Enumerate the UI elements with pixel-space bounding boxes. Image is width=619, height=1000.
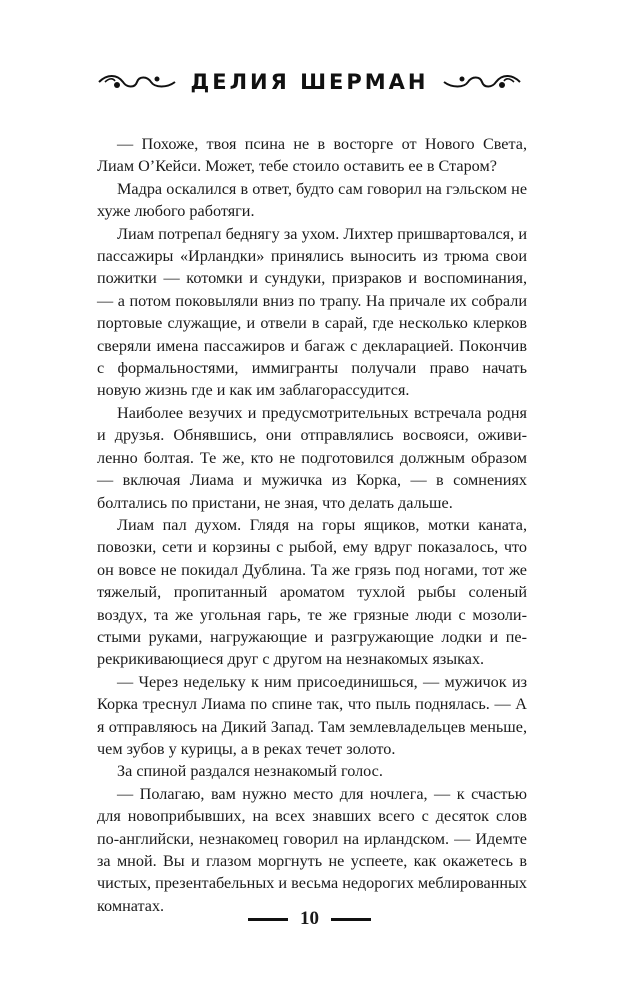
author-name: ДЕЛИЯ ШЕРМАН	[190, 70, 429, 94]
page-number: 10	[300, 908, 319, 929]
running-header	[0, 62, 619, 102]
right-ornament-icon	[442, 70, 522, 94]
paragraph: За спиной раздался незнакомый голос.	[117, 762, 383, 781]
left-ornament-icon	[97, 70, 177, 94]
paragraph: — Через недельку к ним присоединишься, — мужичок из Корка треснул Лиама по спине так, что пыль поднялась. — А я отправляюсь на Дикий Запад. Там землевладельцев меньше, чем зубов у курицы, а в реках течет золото.	[97, 672, 527, 758]
left-dash-divider	[248, 918, 288, 921]
page-footer	[0, 908, 619, 930]
right-dash-divider	[331, 918, 371, 921]
paragraph: — Полагаю, вам нужно место для ночлега, — к счастью для новоприбывших, на всех знавших всего с десяток слов по-английски, незнакомец говорил на ирландском. — Идемте за мной. Вы и глазом моргнуть не успеете, как окажетесь в чистых, презентабельных и весьма недорогих меблированных комнатах.	[97, 784, 527, 915]
paragraph: Лиам потрепал беднягу за ухом. Лихтер пришвартовался, и пассажиры «Ирландки» принялись выносить из трюма свои пожитки — котомки и сундуки, призраков и воспоминания, — а потом поковыляли вниз по трапу. На причале их собрали портовые служащие, и отвели в сарай, где несколько клерков сверяли имена пассажиров и багаж с декларацией. Покончив с формальностями, иммигранты получали право начать новую жизнь где и как им заблагорассудится.	[97, 224, 527, 400]
paragraph: Лиам пал духом. Глядя на горы ящиков, мотки каната, повозки, сети и корзины с рыбой, ему вдруг показалось, что он вовсе не покидал Дублина. Та же грязь под ногами, тот же тяжелый, пропитанный ароматом тухлой рыбы соленый воздух, та же угольная гарь, те же грязные люди с мозолистыми руками, нагружающие и разгружающие лодки и перекрикивающиеся друг с другом на незнакомых языках.	[97, 515, 527, 669]
body-text	[97, 133, 527, 917]
paragraph: Мадра оскалился в ответ, будто сам говорил на гэльском не хуже любого работяги.	[97, 179, 527, 221]
paragraph: Наиболее везучих и предусмотрительных встречала родня и друзья. Обнявшись, они отправлялись восвояси, оживиленно болтая. Те же, кто не подготовился должным образом — включая Лиама и мужичка из Корка, — в сомнениях болтались по пристани, не зная, что делать дальше.	[97, 403, 527, 512]
paragraph: — Похоже, твоя псина не в восторге от Нового Света, Лиам О’Кейси. Может, тебе стоило оставить ее в Старом?	[97, 135, 527, 176]
